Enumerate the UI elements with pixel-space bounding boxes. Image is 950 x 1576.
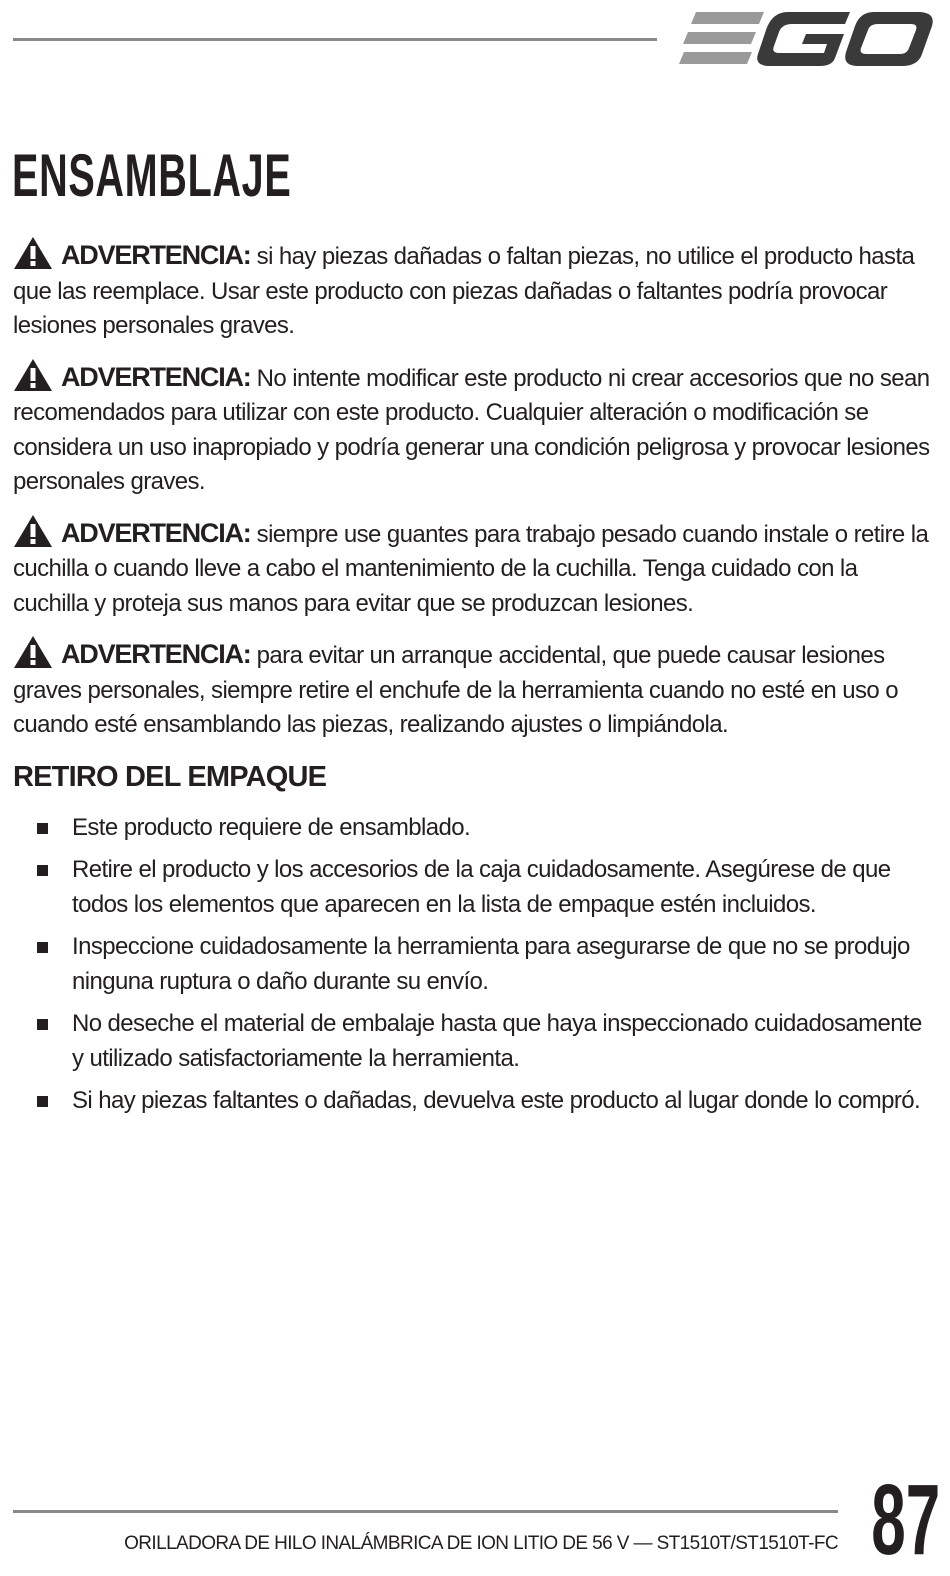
warning-triangle-icon	[13, 236, 53, 270]
list-item-text: Inspeccione cuidadosamente la herramienta para asegurarse de que no se produjo ninguna ruptura o daño durante su envío.	[72, 933, 910, 995]
list-item	[37, 929, 932, 999]
list-item	[37, 1083, 932, 1118]
list-item	[37, 810, 932, 845]
square-bullet-icon	[37, 942, 48, 953]
logo-letter-o	[845, 12, 933, 66]
warning-text: si hay piezas dañadas o faltan piezas, no utilice el producto hasta que las reemplace. Usar este producto con piezas dañadas o faltantes podría provocar lesiones personales graves.	[13, 243, 915, 339]
warning-triangle-icon	[13, 514, 53, 548]
warning-label: ADVERTENCIA:	[61, 240, 251, 270]
warning-label: ADVERTENCIA:	[61, 639, 251, 669]
list-item-text: No deseche el material de embalaje hasta que haya inspeccionado cuidadosamente y utilizado satisfactoriamente la herramienta.	[72, 1010, 922, 1072]
unpacking-list	[37, 810, 932, 1125]
warning-label: ADVERTENCIA:	[61, 361, 251, 392]
page-title: ENSAMBLAJE	[12, 142, 292, 209]
warning-text: para evitar un arranque accidental, que puede causar lesiones graves personales, siempre retire el enchufe de la herramienta cuando no esté en uso o cuando esté ensamblando las piezas, realizando ajustes o limpiándola.	[13, 642, 898, 738]
list-item-text: Este producto requiere de ensamblado.	[72, 814, 471, 841]
warning-paragraph	[13, 635, 938, 743]
footer-product-name: ORILLADORA DE HILO INALÁMBRICA DE ION LITIO DE 56 V — ST1510T/ST1510T-FC	[124, 1533, 838, 1554]
warning-text: siempre use guantes para trabajo pesado cuando instale o retire la cuchilla o cuando lleve a cabo el mantenimiento de la cuchilla. Tenga cuidado con la cuchilla y proteja sus manos para evitar que se produzcan lesiones.	[13, 520, 929, 617]
warning-label: ADVERTENCIA:	[61, 517, 251, 548]
warning-paragraph	[13, 514, 938, 622]
warning-text: No intente modificar este producto ni crear accesorios que no sean recomendados para utilizar con este producto. Cualquier alteración o modificación se considera un uso inapropiado y podría generar una condición peligrosa y provocar lesiones personales graves.	[13, 364, 930, 495]
square-bullet-icon	[37, 1019, 48, 1030]
square-bullet-icon	[37, 865, 48, 876]
section-heading: RETIRO DEL EMPAQUE	[13, 761, 327, 793]
footer-rule	[13, 1510, 838, 1513]
warning-paragraph	[13, 358, 938, 500]
list-item-text: Si hay piezas faltantes o dañadas, devuelva este producto al lugar donde lo compró.	[72, 1087, 921, 1114]
square-bullet-icon	[37, 1096, 48, 1107]
logo-letter-g	[757, 12, 850, 66]
list-item	[37, 852, 932, 922]
page-number: 87	[871, 1464, 940, 1576]
warning-triangle-icon	[13, 635, 53, 669]
ego-brand-logo	[678, 10, 936, 68]
warnings-block	[13, 236, 938, 757]
list-item-text: Retire el producto y los accesorios de la caja cuidadosamente. Asegúrese de que todos los elementos que aparecen en la lista de empaque estén incluidos.	[72, 856, 891, 918]
warning-paragraph	[13, 236, 938, 344]
logo-letter-e	[679, 12, 764, 64]
list-item	[37, 1006, 932, 1076]
header-rule	[13, 38, 657, 41]
warning-triangle-icon	[13, 358, 53, 392]
square-bullet-icon	[37, 823, 48, 834]
